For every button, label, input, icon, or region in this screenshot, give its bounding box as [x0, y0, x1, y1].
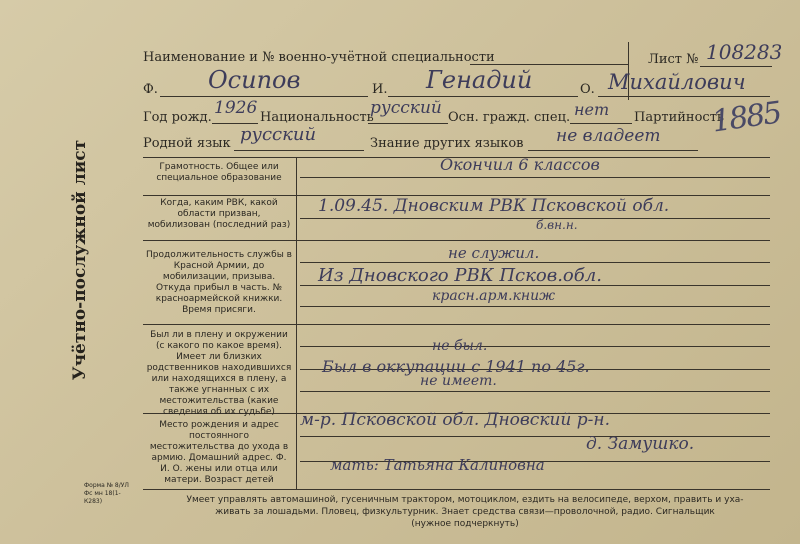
table-bottom-border: [143, 489, 770, 490]
surname-label: Ф.: [143, 82, 158, 97]
specialty-line: [470, 64, 628, 65]
service-value-1: не служил.: [448, 244, 540, 262]
citizenship-line: [570, 123, 632, 124]
surname-value: Осипов: [208, 66, 301, 94]
sheet-number: 108283: [706, 40, 783, 64]
specialty-label: Наименование и № военно-учётной специальности: [143, 50, 495, 65]
captivity-value-1: не был.: [432, 338, 488, 354]
sheet-label: Лист №: [648, 52, 699, 67]
other-lang-label: Знание других языков: [370, 136, 524, 151]
patronymic-label: О.: [580, 82, 595, 97]
name-label: И.: [372, 82, 388, 97]
birthplace-value-2: д. Замушко.: [586, 434, 695, 454]
native-lang-value: русский: [240, 124, 317, 145]
rule-line: [300, 177, 770, 178]
other-lang-value: не владеет: [556, 126, 661, 146]
skills-footer: [150, 494, 780, 530]
sheet-number-line: [700, 66, 772, 67]
conscription-note: б.вн.н.: [536, 218, 578, 232]
table-column-divider: [296, 157, 297, 489]
form-number: Форма № 8/УЛ Фс мн 18(1-К283): [84, 482, 129, 505]
footer-line-2: живать за лошадьми. Пловец, физкультурник. Знает средства связи—проволочной, радио. Сигнальщик: [215, 507, 715, 517]
nationality-label: Национальность: [260, 110, 374, 125]
row-3-border: [143, 324, 770, 325]
captivity-value-3: не имеет.: [420, 373, 497, 389]
row-label-conscription: Когда, каким РВК, какой области призван, мобилизован (последний раз): [147, 198, 291, 230]
education-value: Окончил 6 классов: [440, 155, 600, 174]
conscription-value: 1.09.45. Дновским РВК Псковской обл.: [318, 196, 670, 216]
rule-line: [300, 346, 770, 347]
rule-line: [300, 391, 770, 392]
service-value-3: красн.арм.книж: [432, 288, 556, 304]
birth-year-value: 1926: [214, 98, 258, 118]
nationality-line: [368, 123, 448, 124]
row-label-captivity: Был ли в плену и окружении (с какого по какое время). Имеет ли близких родственников находившихся или находящихся в плену, а также угнанных с их местожительства (какие сведения об их судьбе): [146, 330, 292, 417]
rule-line: [300, 436, 770, 437]
rule-line: [300, 306, 770, 307]
native-lang-line: [234, 150, 364, 151]
service-value-2: Из Дновского РВК Псков.обл.: [318, 265, 602, 286]
footer-line-3: (нужное подчеркнуть): [411, 519, 519, 529]
name-line: [388, 96, 578, 97]
birth-year-label: Год рожд.: [143, 110, 212, 125]
other-lang-line: [528, 150, 698, 151]
rule-line: [300, 218, 770, 219]
row-2-border: [143, 240, 770, 241]
rule-line: [300, 262, 770, 263]
patronymic-line: [598, 96, 770, 97]
captivity-value-2: Был в оккупации с 1941 по 45г.: [322, 357, 590, 376]
handwritten-stamp: 1885: [709, 95, 783, 140]
row-label-service: Продолжительность службы в Красной Армии, до мобилизации, призыва. Откуда прибыл в часть. № красноармейской книжки. Время присяги.: [146, 250, 292, 315]
nationality-value: русский: [370, 98, 442, 118]
citizenship-label: Осн. гражд. спец.: [448, 110, 571, 125]
row-label-birthplace: Место рождения и адрес постоянного местожительства до ухода в армию. Домашний адрес. Ф. И. О. жены или отца или матери. Возраст детей: [149, 420, 289, 485]
citizenship-value: нет: [574, 100, 610, 119]
birthplace-value-1: м-р. Псковской обл. Дновский р-н.: [300, 410, 611, 430]
patronymic-value: Михайлович: [608, 70, 746, 94]
party-label: Партийность: [634, 110, 724, 125]
native-lang-label: Родной язык: [143, 136, 231, 151]
row-label-education: Грамотность. Общее или специальное образование: [156, 162, 282, 183]
footer-line-1: Умеет управлять автомашиной, гусеничным трактором, мотоциклом, ездить на велосипеде, верхом, править и уха-: [186, 495, 744, 505]
surname-line: [160, 96, 368, 97]
name-value: Генадий: [426, 66, 533, 94]
side-title: Учётно-послужной лист: [70, 139, 90, 381]
birthplace-value-3: мать: Татьяна Калиновна: [330, 456, 545, 474]
